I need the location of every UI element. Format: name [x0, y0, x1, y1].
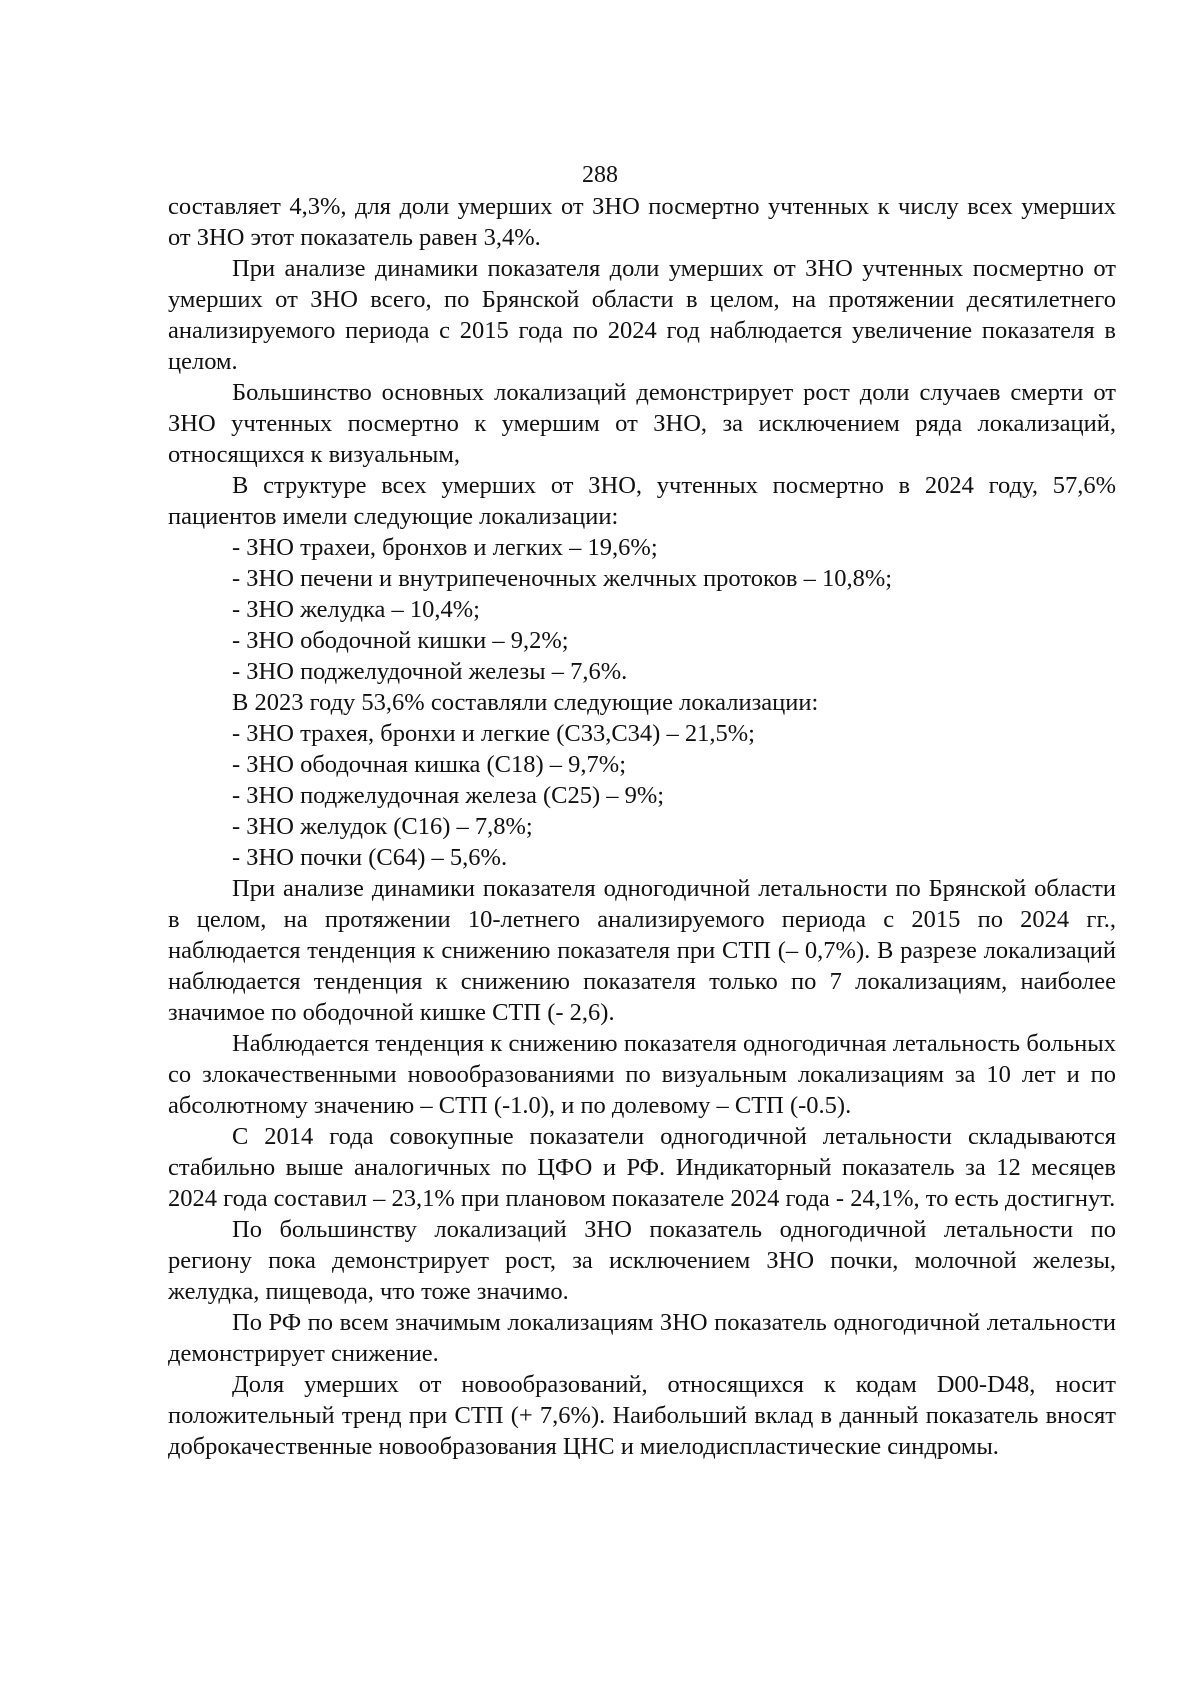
paragraph: С 2014 года совокупные показатели одногодичной летальности складываются стабильно выше аналогичных по ЦФО и РФ. Индикаторный показатель за 12 месяцев 2024 года составил – 23,1% при плановом показателе 2024 года - 24,1%, то есть достигнут.: [168, 1123, 1116, 1212]
paragraph: При анализе динамики показателя одногодичной летальности по Брянской области в целом, на протяжении 10-летнего анализируемого периода с 2015 по 2024 гг., наблюдается тенденция к снижению показателя при СТП (– 0,7%). В разрезе локализаций наблюдается тенденция к снижению показателя только по 7 локализациям, наиболее значимое по ободочной кишке СТП (- 2,6).: [168, 875, 1116, 1026]
list-item: - ЗНО ободочная кишка (С18) – 9,7%;: [232, 751, 627, 778]
list-item: - ЗНО трахея, бронхи и легкие (С33,С34) – 21,5%;: [232, 720, 755, 747]
paragraph: Большинство основных локализаций демонстрирует рост доли случаев смерти от ЗНО учтенных посмертно к умершим от ЗНО, за исключением ряда локализаций, относящихся к визуальным,: [168, 379, 1116, 468]
list-item: - ЗНО поджелудочная железа (С25) – 9%;: [232, 782, 665, 809]
page-number: 288: [582, 162, 618, 188]
paragraph: При анализе динамики показателя доли умерших от ЗНО учтенных посмертно от умерших от ЗНО всего, по Брянской области в целом, на протяжении десятилетнего анализируемого периода с 2015 года по 2024 год наблюдается увеличение показателя в целом.: [168, 255, 1116, 375]
paragraph: Доля умерших от новообразований, относящихся к кодам D00-D48, носит положительный тренд при СТП (+ 7,6%). Наибольший вклад в данный показатель вносят доброкачественные новообразования ЦНС и миелодиспластические синдромы.: [168, 1371, 1116, 1460]
list-item: - ЗНО почки (С64) – 5,6%.: [232, 844, 508, 871]
paragraph: составляет 4,3%, для доли умерших от ЗНО посмертно учтенных к числу всех умерших от ЗНО этот показатель равен 3,4%.: [168, 193, 1116, 251]
list-item: - ЗНО печени и внутрипеченочных желчных протоков – 10,8%;: [232, 565, 893, 592]
paragraph: В структуре всех умерших от ЗНО, учтенных посмертно в 2024 году, 57,6% пациентов имели следующие локализации:: [168, 472, 1116, 530]
list-item: - ЗНО желудок (С16) – 7,8%;: [232, 813, 533, 840]
paragraph: По большинству локализаций ЗНО показатель одногодичной летальности по региону пока демонстрирует рост, за исключением ЗНО почки, молочной железы, желудка, пищевода, что тоже значимо.: [168, 1216, 1116, 1305]
list-item: - ЗНО трахеи, бронхов и легких – 19,6%;: [232, 534, 658, 561]
list-heading: В 2023 году 53,6% составляли следующие локализации:: [232, 689, 819, 716]
paragraph: По РФ по всем значимым локализациям ЗНО показатель одногодичной летальности демонстрирует снижение.: [168, 1309, 1116, 1367]
paragraph: Наблюдается тенденция к снижению показателя одногодичная летальность больных со злокачественными новообразованиями по визуальным локализациям за 10 лет и по абсолютному значению – СТП (-1.0), и по долевому – СТП (-0.5).: [168, 1030, 1116, 1119]
list-item: - ЗНО поджелудочной железы – 7,6%.: [232, 658, 628, 685]
list-item: - ЗНО желудка – 10,4%;: [232, 596, 480, 623]
list-item: - ЗНО ободочной кишки – 9,2%;: [232, 627, 569, 654]
document-body: [168, 191, 1116, 1462]
